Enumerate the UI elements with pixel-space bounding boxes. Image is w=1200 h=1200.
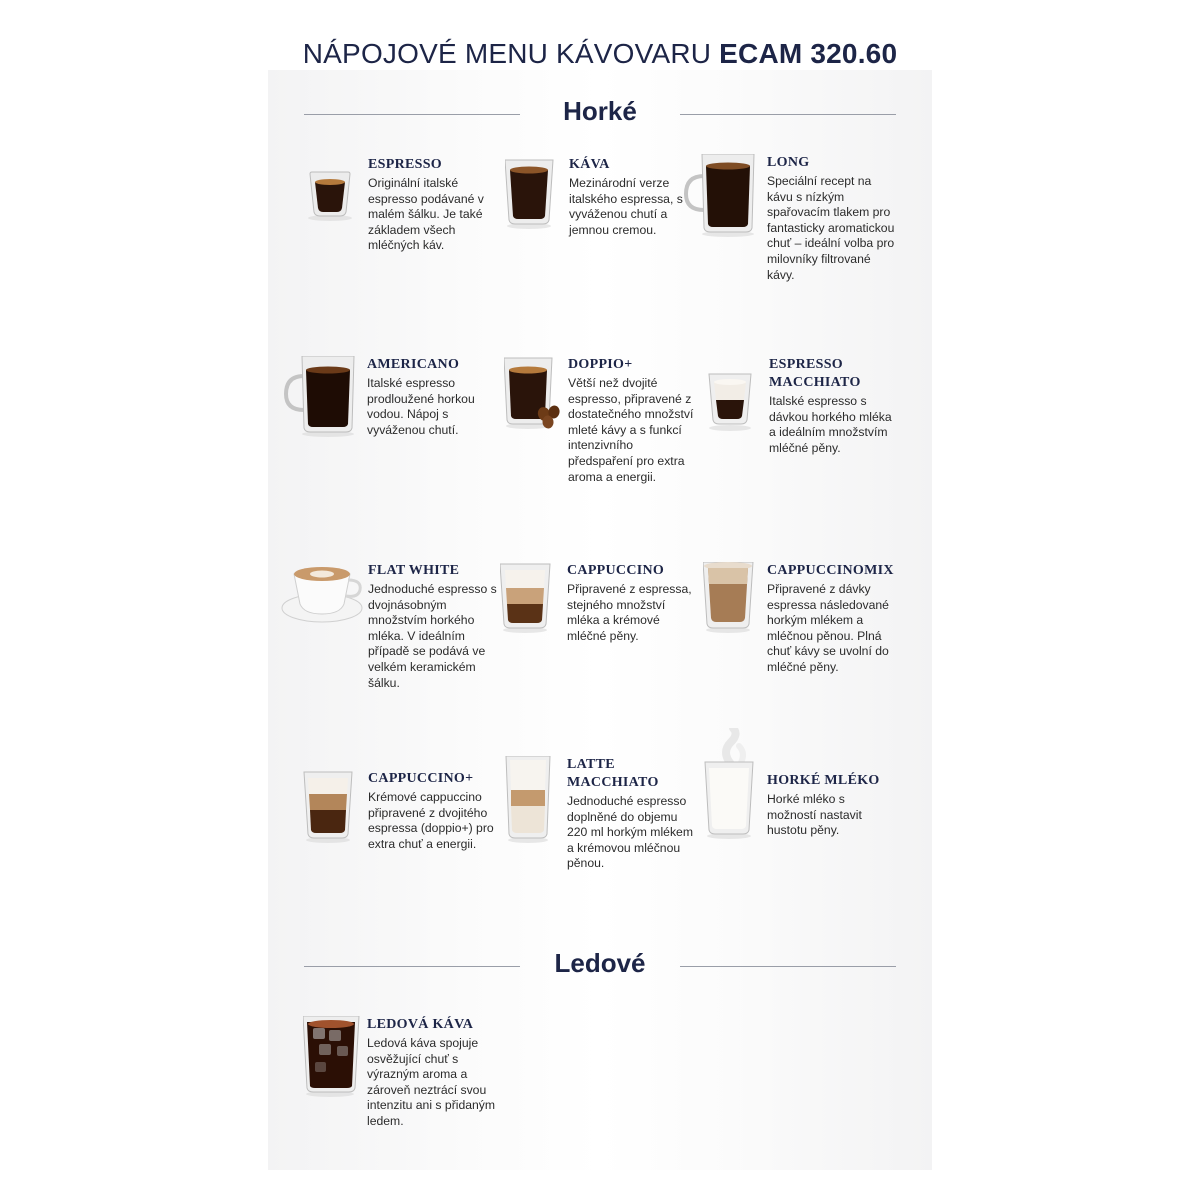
drink-description: Jednoduché espresso s dvojnásobným množstvím horkého mléka. V ideálním případě se podává ve velkém keramickém šálku.: [368, 582, 497, 690]
drink-description: Speciální recept na kávu s nízkým spařovacím tlakem pro fantasticky aromatickou chuť – ideální volba pro milovníky filtrované kávy.: [767, 174, 895, 282]
divider-right: [680, 114, 896, 115]
drink-name: AMERICANO: [367, 357, 460, 372]
drink-description: Horké mléko s možností nastavit hustotu pěny.: [767, 792, 862, 838]
page-title: [0, 38, 1200, 70]
drink-description: Ledová káva spojuje osvěžující chuť s výrazným aroma a zároveň neztrácí svou intenzitu ani s přidaným ledem.: [367, 1036, 496, 1128]
drink-description: Italské espresso prodloužené horkou vodou. Nápoj s vyváženou chutí.: [367, 376, 475, 437]
drink-name: LONG: [767, 155, 810, 170]
drink-description: Mezinárodní verze italského espressa, s vyváženou chutí a jemnou cremou.: [569, 176, 683, 237]
drink-name: HORKÉ MLÉKO: [767, 773, 880, 788]
drink-name: CAPPUCCINO: [567, 563, 665, 578]
drink-name: CAPPUCCINO+: [368, 771, 474, 786]
hot-milk-glass-icon: [703, 728, 763, 840]
cappuccino-glass-icon: [500, 562, 560, 652]
drink-description: Krémové cappuccino připravené z dvojitého espressa (doppio+) pro extra chuť a energii.: [368, 790, 494, 851]
coffee-glass-icon: [505, 156, 565, 246]
cappuccinomix-glass-icon: [703, 562, 763, 652]
flat-white-cup-icon: [280, 562, 364, 652]
drink-name: FLAT WHITE: [368, 563, 460, 578]
espresso-cup-icon: [304, 156, 364, 246]
iced-coffee-glass-icon: [303, 1016, 363, 1106]
section-title-hot: Horké: [563, 96, 637, 126]
drink-name: ESPRESSO: [368, 157, 442, 172]
section-header-iced: [304, 946, 896, 986]
section-title-iced: Ledové: [554, 948, 646, 978]
title-model: ECAM 320.60: [719, 38, 898, 69]
drink-name: CAPPUCCINOMIX: [767, 563, 894, 578]
long-coffee-mug-icon: [684, 154, 760, 244]
drink-name: ESPRESSO MACCHIATO: [769, 357, 861, 390]
drink-description: Jednoduché espresso doplněné do objemu 220 ml horkým mlékem a krémovou mléčnou pěnou.: [567, 794, 693, 871]
americano-mug-icon: [284, 356, 360, 446]
drink-name: KÁVA: [569, 157, 610, 172]
latte-macchiato-glass-icon: [504, 756, 564, 846]
drink-description: Připravené z dávky espressa následované horkým mlékem a mléčnou pěnou. Plná chuť kávy se uvolní do mléčné pěny.: [767, 582, 889, 674]
drink-name: LEDOVÁ KÁVA: [367, 1017, 474, 1032]
doppio-glass-icon: [504, 356, 564, 446]
drink-description: Větší než dvojité espresso, připravené z dostatečného množství mleté kávy a s funkcí intenzivního předspaření pro extra aroma a energii.: [568, 376, 694, 484]
drink-description: Originální italské espresso podávané v malém šálku. Je také základem všech mléčných káv.: [368, 176, 484, 253]
drink-name: LATTE MACCHIATO: [567, 757, 659, 790]
section-header-hot: [304, 94, 896, 134]
cappuccino-plus-glass-icon: [302, 770, 362, 860]
drink-description: Připravené z espressa, stejného množství mléka a krémové mléčné pěny.: [567, 582, 692, 643]
divider-right: [680, 966, 896, 967]
drink-name: DOPPIO+: [568, 357, 633, 372]
drink-description: Italské espresso s dávkou horkého mléka a ideálním množstvím mléčné pěny.: [769, 394, 892, 455]
title-prefix: NÁPOJOVÉ MENU KÁVOVARU: [302, 38, 712, 69]
espresso-macchiato-icon: [705, 356, 765, 446]
